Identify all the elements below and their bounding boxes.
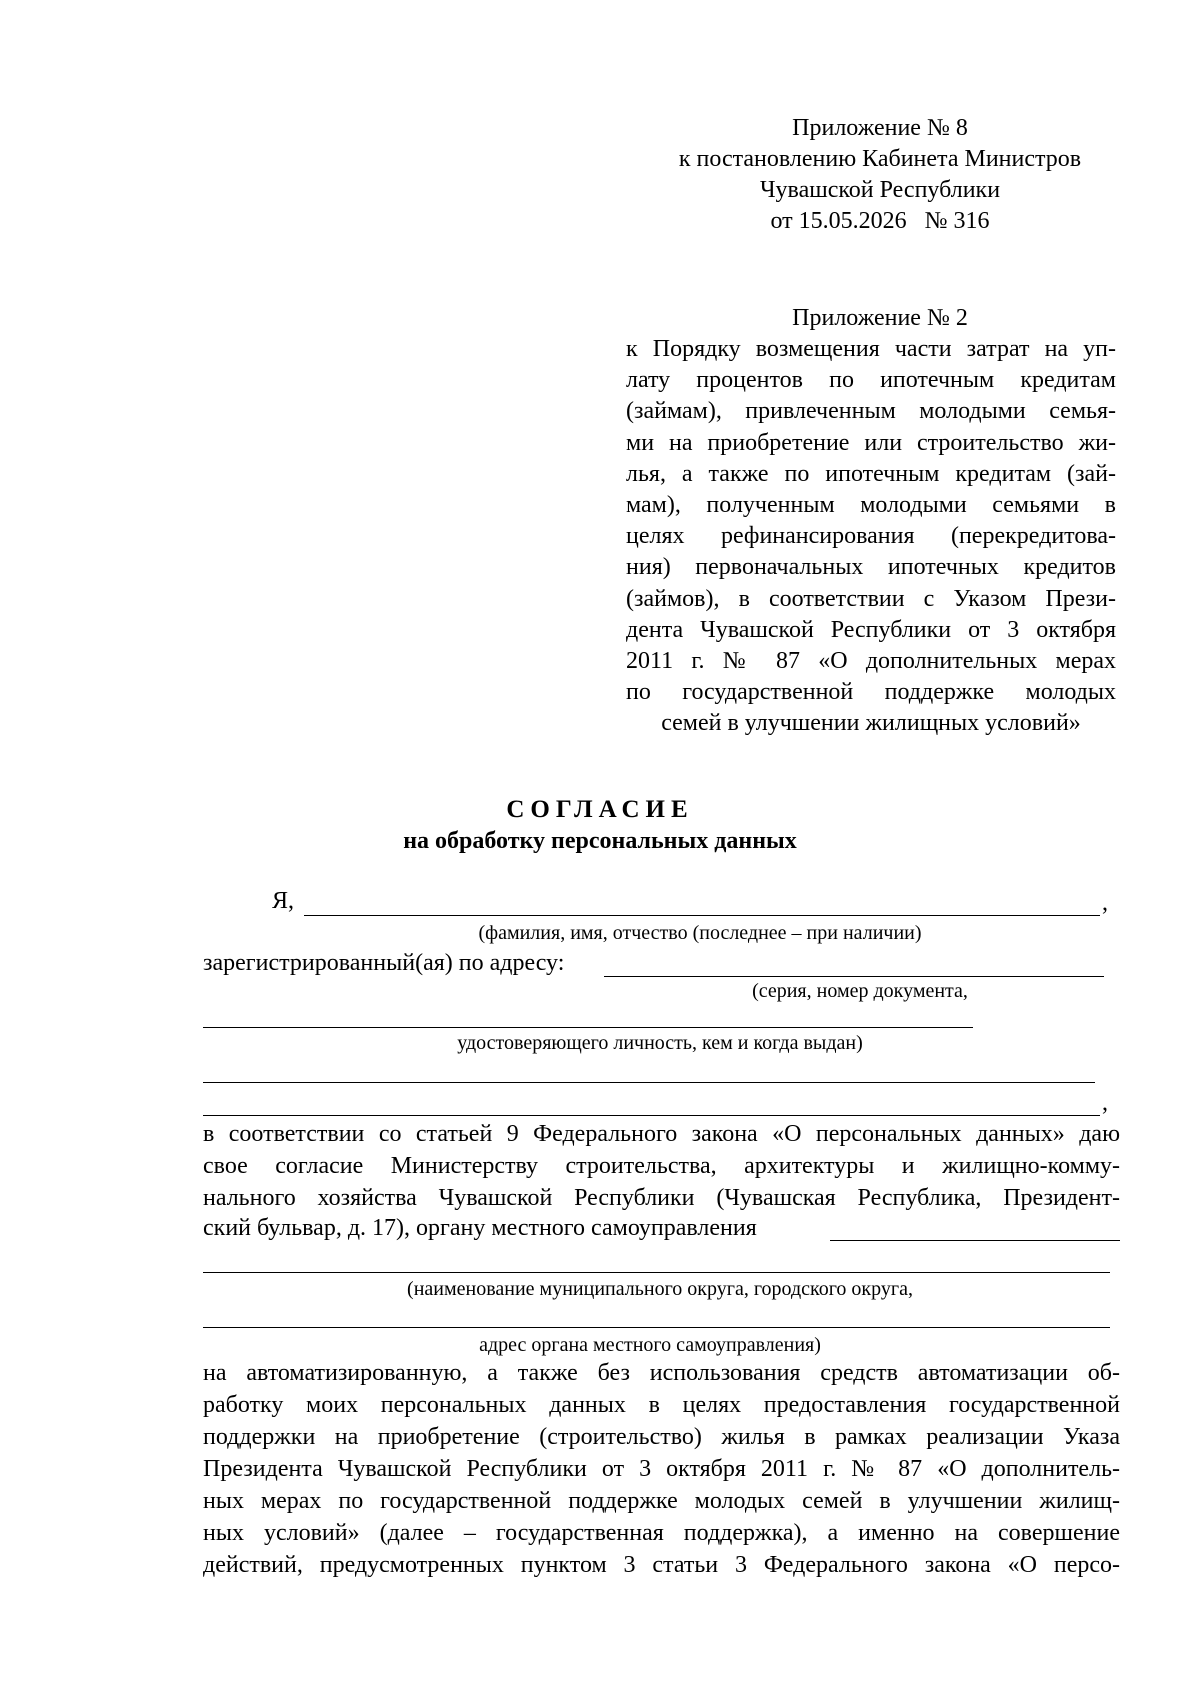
purpose-line: ных условий» (далее – государственная поддержка), а именно на совершение [203, 1520, 1120, 1546]
document-hint: удостоверяющего личность, кем и когда выдан) [457, 1032, 863, 1054]
document-field[interactable] [203, 1027, 973, 1028]
appendix-8-line: Чувашской Республики [759, 177, 1001, 203]
appendix-2-line: дента Чувашской Республики от 3 октября [626, 616, 1116, 643]
purpose-line: на автоматизированную, а также без использования средств автоматизации об- [203, 1360, 1120, 1386]
comma: , [1102, 890, 1108, 916]
appendix-2-line: лату процентов по ипотечным кредитам [626, 367, 1116, 394]
document-field-line[interactable] [203, 1082, 1095, 1083]
consent-line: ский бульвар, д. 17), органу местного самоуправления [203, 1215, 757, 1241]
purpose-line: работку моих персональных данных в целях предоставления государственной [203, 1392, 1120, 1418]
purpose-line: ных мерах по государственной поддержке молодых семей в улучшении жилищ- [203, 1488, 1120, 1514]
local-authority-address-line[interactable] [203, 1327, 1110, 1328]
address-field[interactable] [604, 976, 1104, 977]
appendix-8-header [640, 113, 1120, 237]
i-label: Я, [272, 888, 295, 914]
appendix-2-line: семей в улучшении жилищных условий» [661, 710, 1081, 737]
registered-label: зарегистрированный(ая) по адресу: [203, 950, 565, 976]
fio-field[interactable] [304, 915, 1100, 916]
appendix-2-line: (займов), в соответствии с Указом Прези- [626, 585, 1116, 612]
fio-hint: (фамилия, имя, отчество (последнее – при наличии) [478, 922, 922, 944]
consent-line: в соответствии со статьей 9 Федерального закона «О персональных данных» даю [203, 1121, 1120, 1147]
appendix-2-title: Приложение № 2 [792, 305, 968, 331]
appendix-8-line: от 15.05.2026 № 316 [770, 208, 990, 234]
comma: , [1102, 1090, 1108, 1116]
document-title: СОГЛАСИЕ [506, 796, 694, 823]
appendix-2-line: по государственной поддержке молодых [626, 679, 1116, 706]
consent-line: нального хозяйства Чувашской Республики (Чувашская Республика, Президент- [203, 1185, 1120, 1211]
purpose-paragraph [203, 1357, 1120, 1581]
appendix-2-line: (займам), привлеченным молодыми семья- [626, 398, 1116, 425]
consent-paragraph [203, 1118, 1120, 1214]
appendix-2-line: лья, а также по ипотечным кредитам (зай- [626, 460, 1116, 487]
purpose-line: действий, предусмотренных пунктом 3 статьи 3 Федерального закона «О персо- [203, 1552, 1120, 1578]
appendix-2-line: к Порядку возмещения части затрат на уп- [626, 336, 1116, 362]
consent-line: свое согласие Министерству строительства, архитектуры и жилищно-комму- [203, 1153, 1120, 1179]
appendix-2-line: целях рефинансирования (перекредитова- [626, 523, 1116, 550]
document-hint: (серия, номер документа, [752, 980, 968, 1002]
appendix-2-line: ния) первоначальных ипотечных кредитов [626, 554, 1116, 581]
appendix-2-line: ми на приобретение или строительство жи- [626, 429, 1116, 456]
appendix-2-body [626, 334, 1116, 739]
appendix-2-line: 2011 г. № 87 «О дополнительных мерах [626, 647, 1116, 674]
document-field-line[interactable] [203, 1115, 1100, 1116]
appendix-8-line: Приложение № 8 [792, 115, 968, 141]
local-authority-field-line[interactable] [203, 1272, 1110, 1273]
appendix-8-line: к постановлению Кабинета Министров [678, 146, 1082, 172]
purpose-line: Президента Чувашской Республики от 3 октября 2011 г. № 87 «О дополнитель- [203, 1456, 1120, 1482]
local-authority-field[interactable] [830, 1240, 1120, 1241]
purpose-line: поддержки на приобретение (строительство) жилья в рамках реализации Указа [203, 1424, 1120, 1450]
organization-hint: (наименование муниципального округа, городского округа, [407, 1278, 913, 1300]
document-subtitle: на обработку персональных данных [403, 828, 797, 854]
organization-hint: адрес органа местного самоуправления) [479, 1334, 821, 1356]
appendix-2-line: мам), полученным молодыми семьями в [626, 491, 1116, 518]
